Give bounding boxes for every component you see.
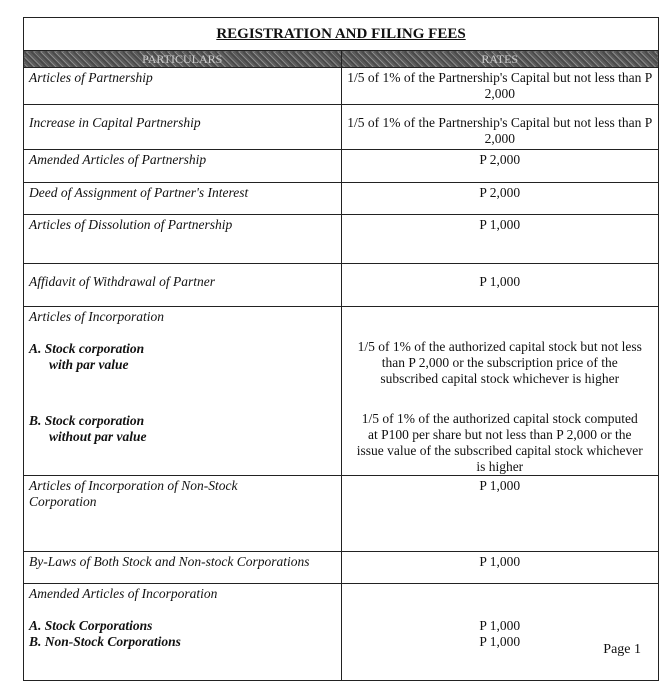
sub-item-b: B. Stock corporation bbox=[29, 413, 145, 428]
rate-b: 1/5 of 1% of the authorized capital stock computed at P100 per share but not less than P 2,000 or the issue value of the subscribed capital stock whichever is higher bbox=[356, 411, 643, 474]
particular: Increase in Capital Partnership bbox=[24, 105, 342, 150]
particular bbox=[24, 584, 342, 681]
rate: P 2,000 bbox=[341, 150, 659, 183]
rate: 1/5 of 1% of the Partnership's Capital but not less than P 2,000 bbox=[341, 68, 659, 105]
sub-item-a-detail: with par value bbox=[49, 357, 129, 372]
table-row bbox=[24, 105, 659, 150]
sub-item-a: A. Stock Corporations bbox=[29, 618, 153, 633]
sub-item-b: B. Non-Stock Corporations bbox=[29, 634, 181, 649]
rate: P 1,000 bbox=[341, 476, 659, 552]
rate: P 2,000 bbox=[341, 183, 659, 215]
table-row bbox=[24, 215, 659, 264]
table-row bbox=[24, 183, 659, 215]
table-row bbox=[24, 68, 659, 105]
rate bbox=[341, 307, 659, 476]
table-row bbox=[24, 264, 659, 307]
rate bbox=[341, 584, 659, 681]
page-number: Page 1 bbox=[603, 642, 641, 657]
particular: Articles of Dissolution of Partnership bbox=[24, 215, 342, 264]
table-row bbox=[24, 307, 659, 476]
table-title: REGISTRATION AND FILING FEES bbox=[24, 18, 659, 51]
table-row bbox=[24, 150, 659, 183]
table-row bbox=[24, 476, 659, 552]
header-rates: RATES bbox=[341, 51, 659, 68]
sub-item-b-detail: without par value bbox=[49, 429, 147, 444]
table-row bbox=[24, 552, 659, 584]
particular-heading: Articles of Incorporation bbox=[29, 309, 164, 324]
particular: Articles of Incorporation of Non-Stock Corporation bbox=[24, 476, 342, 552]
rate-a: 1/5 of 1% of the authorized capital stock but not less than P 2,000 or the subscription price of the subscribed capital stock whichever is higher bbox=[357, 339, 642, 386]
rate: 1/5 of 1% of the Partnership's Capital but not less than P 2,000 bbox=[341, 105, 659, 150]
fees-table bbox=[23, 17, 659, 681]
rate: P 1,000 bbox=[341, 215, 659, 264]
particular bbox=[24, 307, 342, 476]
header-particulars: PARTICULARS bbox=[24, 51, 342, 68]
particular: Affidavit of Withdrawal of Partner bbox=[24, 264, 342, 307]
particular: Amended Articles of Partnership bbox=[24, 150, 342, 183]
rate: P 1,000 bbox=[341, 264, 659, 307]
particular: Articles of Partnership bbox=[24, 68, 342, 105]
sub-item-a: A. Stock corporation bbox=[29, 341, 145, 356]
rate: P 1,000 bbox=[341, 552, 659, 584]
particular-heading: Amended Articles of Incorporation bbox=[29, 586, 218, 601]
table-row bbox=[24, 584, 659, 681]
particular: Deed of Assignment of Partner's Interest bbox=[24, 183, 342, 215]
rate-b: P 1,000 bbox=[479, 634, 521, 649]
rate-a: P 1,000 bbox=[479, 618, 521, 633]
particular: By-Laws of Both Stock and Non-stock Corporations bbox=[24, 552, 342, 584]
